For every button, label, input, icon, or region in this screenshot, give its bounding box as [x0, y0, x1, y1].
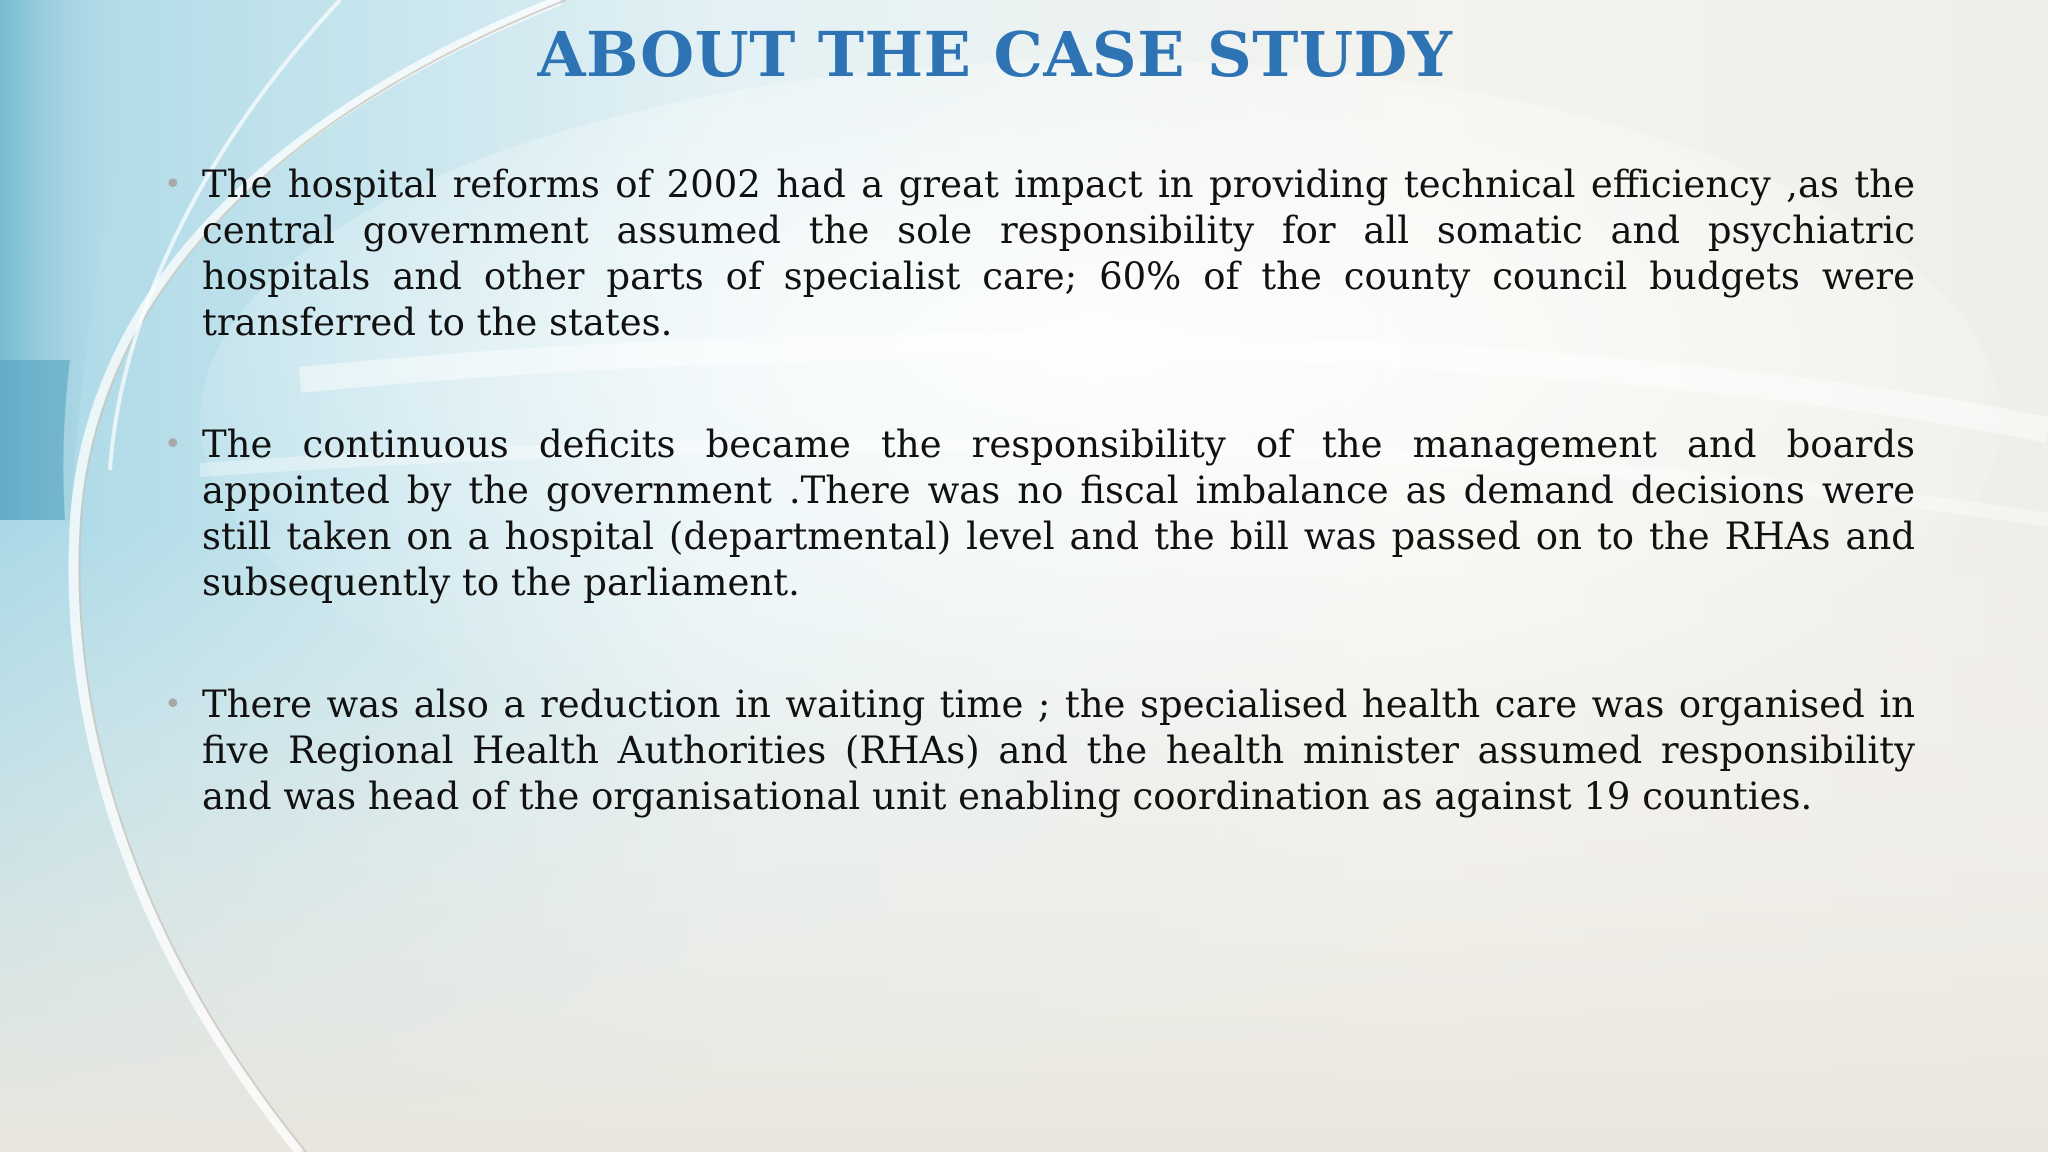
bullet-item	[160, 162, 1915, 346]
bullet-text: The continuous deficits became the responsibility of the management and boards appointed by the government .There was no fiscal imbalance as demand decisions were still taken on a hospital (departmental) level and the bill was passed on to the RHAs and subsequently to the parliament.	[202, 423, 1915, 604]
bullet-text: The hospital reforms of 2002 had a great impact in providing technical efficiency ,as the central government assumed the sole responsibility for all somatic and psychiatric hospitals and other parts of specialist care; 60% of the county council budgets were transferred to the states.	[202, 163, 1915, 344]
bullet-item	[160, 682, 1915, 820]
bullet-marker: •	[164, 687, 182, 722]
bullet-text: There was also a reduction in waiting time ; the specialised health care was organised in five Regional Health Authorities (RHAs) and the health minister assumed responsibility and was head of the organisational unit enabling coordination as against 19 counties.	[202, 683, 1915, 818]
bullet-item	[160, 422, 1915, 606]
bullet-marker: •	[164, 167, 182, 202]
bullet-list	[160, 162, 1915, 820]
bullet-marker: •	[164, 427, 182, 462]
slide-title: ABOUT THE CASE STUDY	[537, 18, 1453, 91]
